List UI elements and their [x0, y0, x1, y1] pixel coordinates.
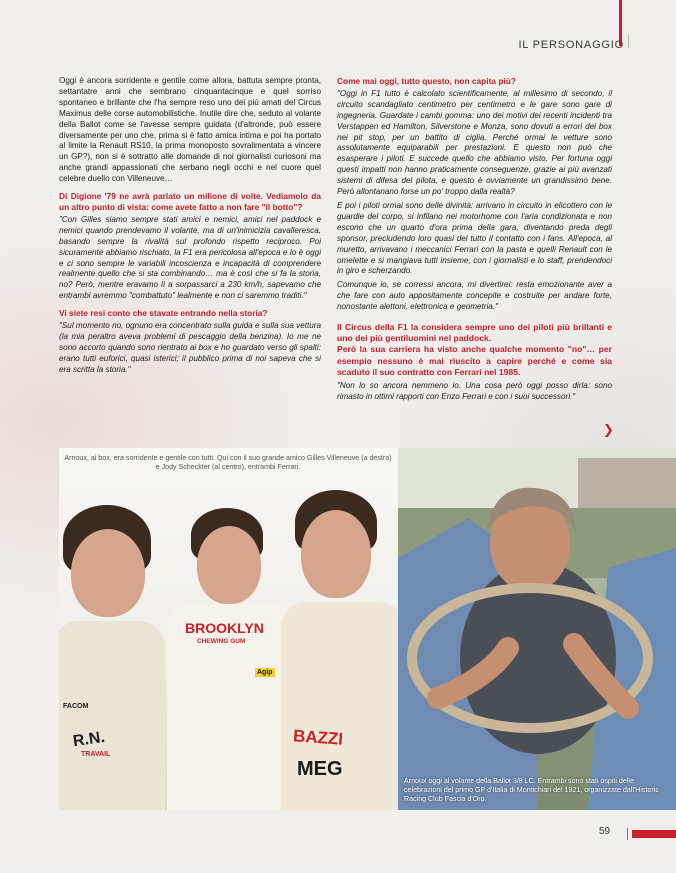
photo-ballot-scene [398, 448, 676, 810]
photo-drivers-pits [59, 448, 398, 810]
driver-scheckter [159, 508, 299, 810]
right-text-column [337, 76, 612, 406]
continue-arrow-icon: ❯ [603, 422, 614, 437]
photo-caption-right: Arnoux oggi al volante della Ballot 3/8 LC. Entrambi sono stati ospiti delle celebrazioni del primo GP d'Italia di Montichiari del 1921, organizzate dall'Historic Racing Club Fascia d'Oro. [404, 777, 659, 803]
question-digione: Di Digione '79 ne avrà parlato un milione di volte. Vediamolo da un altro punto di vista: come avete fatto a non fare "il botto"? [59, 191, 321, 212]
page-accent-bar [632, 830, 676, 838]
answer-storia: "Sul momento no, ognuno era concentrato sulla guida e sulla sua vettura (la mia peraltro aveva problemi di pescaggio della benzina). Io me ne sono accorto quando sono rientrato ai box e ho guardato verso gli spalti: erano tutti euforici, quasi isterici; il pubblico prima di noi sapeva che si era scritta la storia." [59, 321, 321, 374]
answer-digione: "Con Gilles siamo sempre stati amici e nemici, amici nel paddock e nemici quando prendevamo il volante, ma di un'inimicizia cavalleresca, basando sempre la rivalità sul profondo rispetto reciproco. Poi sicuramente abbiamo rischiato, la F1 era pericolosa all'epoca e lo è oggi e ci sono sempre le variabili incoscienza e incapacità di comprendere realmente quello che si sta combinando… ma è così che si fa la storia, no? Però, mentre eravamo lì a sorpassarci a 230 km/h, sapevamo che entrambi avremmo "combattuto" lealmente e non ci saremmo traditi." [59, 214, 321, 301]
section-label: IL PERSONAGGIO [518, 39, 624, 51]
patch-bazzi: BAZZI [292, 726, 344, 749]
patch-chewing-gum: CHEWING GUM [197, 638, 246, 645]
patch-agip: Agip [257, 669, 273, 676]
page-number: 59 [599, 826, 611, 837]
question-storia: Vi siete resi conto che stavate entrando nella storia? [59, 308, 268, 319]
intro-paragraph: Oggi è ancora sorridente e gentile come allora, battuta sempre pronta, settantatre anni che sembrano cinquantacinque e quel sorriso spontaneo e brillante che l'ha sempre reso uno dei più amati del Circus Maximus delle corse automobilistiche. Inutile dire che, seduto al volante della Ballot come se l'avesse sempre guidata (d'altronde, può essere diversamente per uno che, prima si è fatto amica intima e poi ha portato al limite la Renault RS10, la prima monoposto sovralimentata a vincere un GP?), non si è sottratto alle domande di noi giornalisti curiosoni ma anche grandi appassionati che serbano negli occhi e nel cuore quel celebre duello con Villeneuve… [59, 76, 321, 184]
question-circus: Il Circus della F1 la considera sempre uno dei piloti più brillanti e uno dei più gentiluomini nel paddock. [337, 322, 612, 344]
section-divider [628, 34, 629, 48]
question-oggi: Come mai oggi, tutto questo, non capita più? [337, 76, 516, 86]
answer-oggi: "Oggi in F1 tutto è calcolato scientificamente, al millesimo di secondo, il circuito scandagliato centimetro per centimetro e le gare sono gare di ingegneria. Guardate i cambi gomma: uno dei motivi dei recenti incidenti tra Verstappen ed Hamilton, Silverstone e Monza, sono dovuti a errori dei box nei pit stop, per un battito di ciglia. Perché ormai le vetture sono assolutamente equiparabili per prestazioni. E questo non può che esasperare i piloti. E succede quello che abbiamo visto. Per fortuna oggi questi impatti non hanno praticamente conseguenze, grazie ai più avanzati sistemi di difesa del pilota, e questo è ovviamente un grandissimo bene. Però allontanano forse un po' troppo dalla realtà? [337, 88, 612, 197]
answer-contratto: "Non lo so ancora nemmeno io. Una cosa però oggi posso dirla: sono rimasto in ottimi rapporti con Enzo Ferrari e con i suoi successori." [337, 381, 612, 401]
patch-renault: R.N. [71, 728, 106, 751]
answer-piloti-divinita: E poi i piloti ormai sono delle divinità: arrivano in circuito in elicottero con le guardie del corpo, si infilano nei motorhome con l'aria condizionata e non escono che un quarto d'ora prima della gara, diventando preda degli sponsor, precludendo loro quasi del tutto il contatto con i fans. All'epoca, al muretto, arrivavano i meccanici Ferrari con la pasta e quelli Renault con le omelette e si mangiava tutti insieme, con i giornalisti e lo staff, prendendoci in giro e scherzando. [337, 200, 612, 276]
driver-arnoux [59, 503, 169, 810]
driver-villeneuve [281, 490, 398, 810]
page-number-divider [627, 828, 628, 840]
left-text-column [59, 76, 321, 379]
patch-meg: MEG [297, 758, 343, 780]
patch-brooklyn: BROOKLYN [185, 620, 264, 636]
patch-facom: FACOM [63, 703, 89, 710]
answer-divertirei: Comunque io, se corressi ancora, mi divertirei: resta emozionante aver a che fare con auto appositamente concepite e costruite per andare forte, nonostante alettoni, elettronica e geometria." [337, 280, 612, 312]
photo-caption-left: Arnoux, ai box, era sorridente e gentile con tutti. Qui con il suo grande amico Gilles Villeneuve (a destra) e Jody Scheckter (al centro), entrambi Ferrari. [64, 454, 392, 471]
photo-arnoux-ballot [398, 448, 676, 810]
question-contratto: Però la sua carriera ha visto anche qualche momento "no"… per esempio nessuno è mai riuscito a capire perché e come sia scaduto il suo contratto con Ferrari nel 1985. [337, 344, 612, 377]
patch-travail: TRAVAIL [81, 751, 111, 758]
